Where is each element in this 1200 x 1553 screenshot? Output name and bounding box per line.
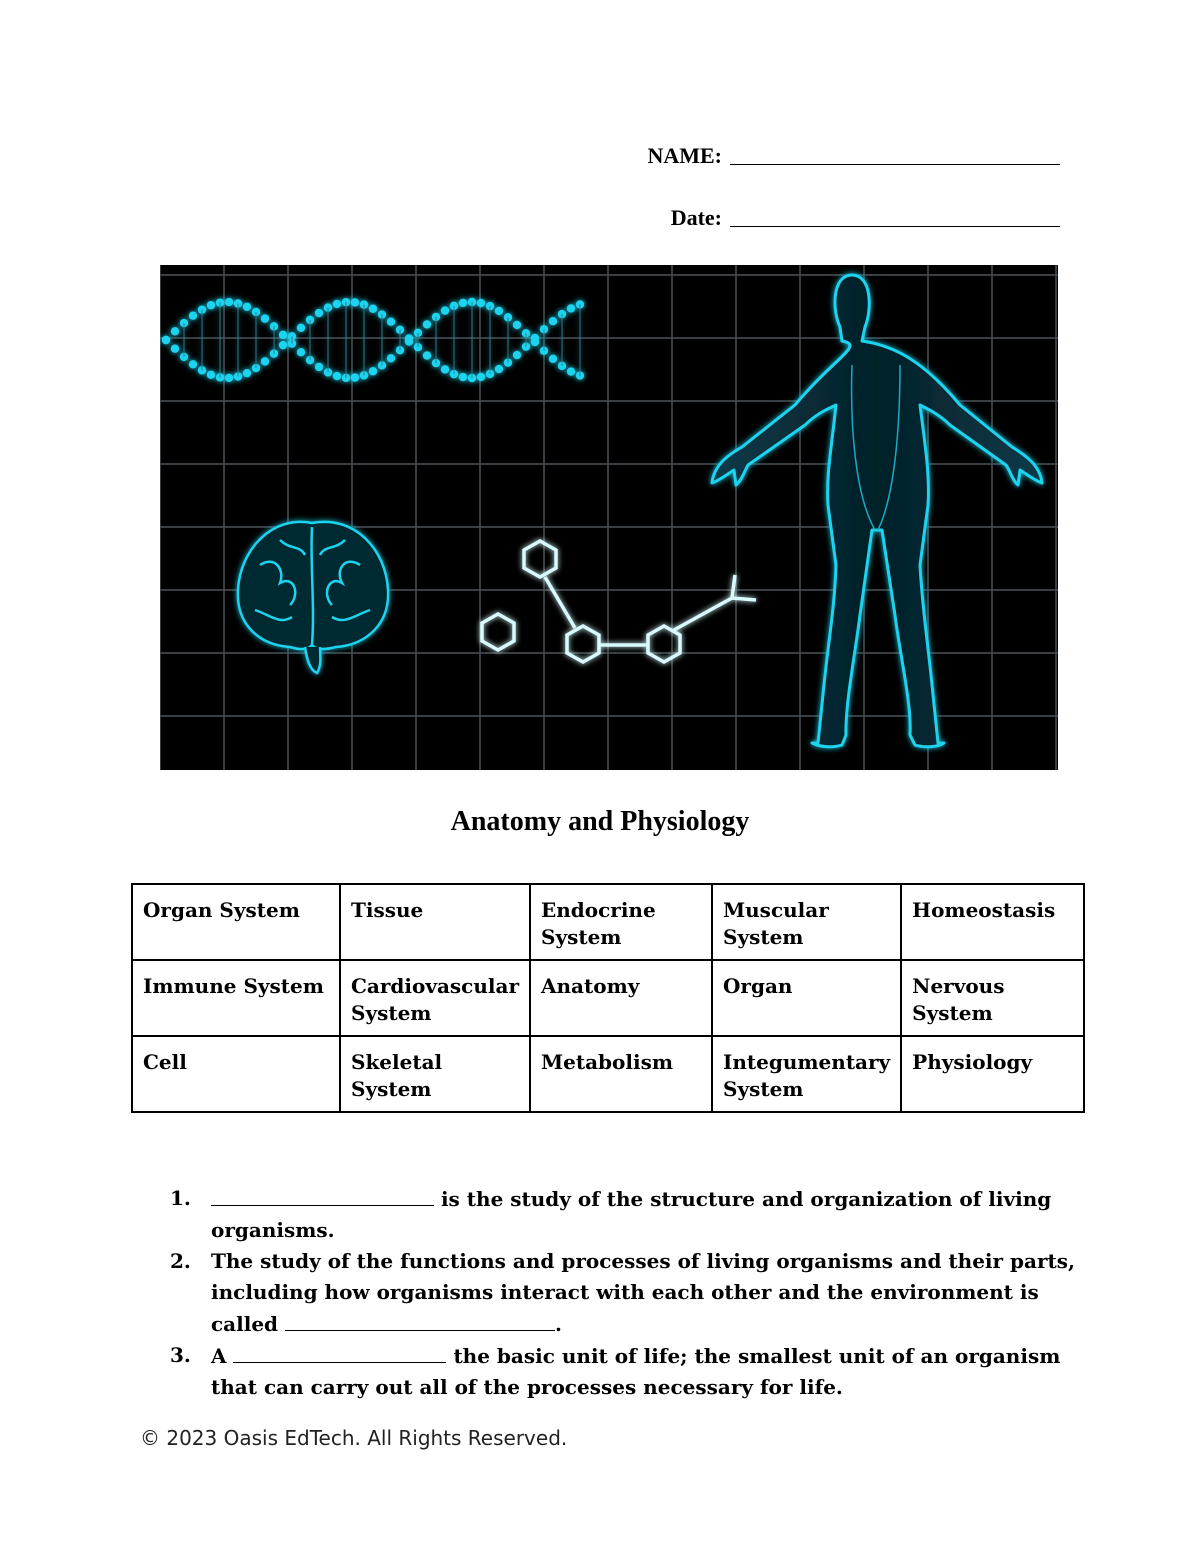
word-bank-table <box>131 883 1085 1113</box>
page-title: Anatomy and Physiology <box>450 806 750 837</box>
word-bank-cell: Homeostasis <box>901 884 1084 960</box>
dna-dot <box>567 304 575 312</box>
dna-dot <box>279 341 287 349</box>
dna-dot <box>531 338 539 346</box>
dna-dot <box>477 299 485 307</box>
dna-dot <box>387 354 395 362</box>
word-bank-cell: Tissue <box>340 884 530 960</box>
dna-dot <box>495 307 503 315</box>
copyright-footer: © 2023 Oasis EdTech. All Rights Reserved. <box>140 1426 568 1450</box>
question-text-after: is the study of the structure and organization of living organisms. <box>211 1187 1052 1242</box>
table-row <box>132 884 1084 960</box>
dna-dot <box>315 309 323 317</box>
dna-dot <box>207 371 215 379</box>
question-number: 1. <box>170 1186 191 1210</box>
dna-dot <box>459 373 467 381</box>
dna-dot <box>513 321 521 329</box>
question-list <box>170 1183 1080 1403</box>
dna-dot <box>333 300 341 308</box>
dna-dot <box>225 374 233 382</box>
dna-dot <box>315 363 323 371</box>
question-number: 2. <box>170 1249 191 1273</box>
dna-dot <box>261 314 269 322</box>
word-bank-cell: Integumentary System <box>712 1036 901 1112</box>
table-row <box>132 1036 1084 1112</box>
dna-dot <box>243 303 251 311</box>
dna-dot <box>549 317 557 325</box>
hero-illustration <box>160 265 1058 770</box>
dna-dot <box>333 372 341 380</box>
dna-dot <box>369 367 377 375</box>
word-bank-cell: Nervous System <box>901 960 1084 1036</box>
dna-dot <box>162 336 170 344</box>
dna-dot <box>405 337 413 345</box>
dna-dot <box>351 298 359 306</box>
dna-dot <box>297 348 305 356</box>
table-row <box>132 960 1084 1036</box>
dna-dot <box>279 331 287 339</box>
name-label: NAME: <box>647 143 722 168</box>
word-bank-cell: Metabolism <box>530 1036 712 1112</box>
dna-dot <box>441 306 449 314</box>
hero-image <box>160 265 1058 770</box>
date-label: Date: <box>670 205 722 230</box>
question-text-after: . <box>555 1312 562 1336</box>
dna-dot <box>423 351 431 359</box>
dna-dot <box>513 351 521 359</box>
word-bank-cell: Organ <box>712 960 901 1036</box>
dna-dot <box>243 369 251 377</box>
word-bank-cell: Skeletal System <box>340 1036 530 1112</box>
word-bank-cell: Cell <box>132 1036 340 1112</box>
dna-dot <box>567 367 575 375</box>
answer-blank[interactable] <box>211 1183 434 1206</box>
word-bank-cell: Physiology <box>901 1036 1084 1112</box>
name-line[interactable] <box>730 164 1060 165</box>
dna-dot <box>459 299 467 307</box>
dna-dot <box>387 317 395 325</box>
dna-dot <box>225 298 233 306</box>
word-bank-cell: Immune System <box>132 960 340 1036</box>
dna-dot <box>369 305 377 313</box>
dna-dot <box>549 355 557 363</box>
question-text-before: A <box>211 1344 234 1368</box>
dna-dot <box>261 357 269 365</box>
dna-dot <box>189 312 197 320</box>
question-item <box>170 1246 1080 1340</box>
dna-dot <box>441 365 449 373</box>
question-text-before: The study of the functions and processes of living organisms and their parts, including how organisms interact with each other and the environment is called <box>211 1249 1075 1336</box>
dna-dot <box>495 365 503 373</box>
answer-blank[interactable] <box>233 1340 446 1363</box>
dna-dot <box>297 324 305 332</box>
word-bank-cell: Organ System <box>132 884 340 960</box>
word-bank-cell: Endocrine System <box>530 884 712 960</box>
date-field <box>671 205 1060 231</box>
answer-blank[interactable] <box>285 1308 555 1331</box>
dna-dot <box>171 327 179 335</box>
question-number: 3. <box>170 1343 191 1367</box>
word-bank-cell: Muscular System <box>712 884 901 960</box>
question-item <box>170 1340 1080 1403</box>
dna-dot <box>189 360 197 368</box>
dna-dot <box>171 345 179 353</box>
name-field <box>647 143 1060 169</box>
dna-dot <box>477 373 485 381</box>
dna-dot <box>423 320 431 328</box>
word-bank-cell: Anatomy <box>530 960 712 1036</box>
dna-dot <box>351 373 359 381</box>
question-item <box>170 1183 1080 1246</box>
word-bank-cell: Cardiovascular System <box>340 960 530 1036</box>
dna-dot <box>207 301 215 309</box>
date-line[interactable] <box>730 226 1060 227</box>
question-text-after: the basic unit of life; the smallest unit of an organism that can carry out all of the processes necessary for life. <box>211 1344 1061 1399</box>
